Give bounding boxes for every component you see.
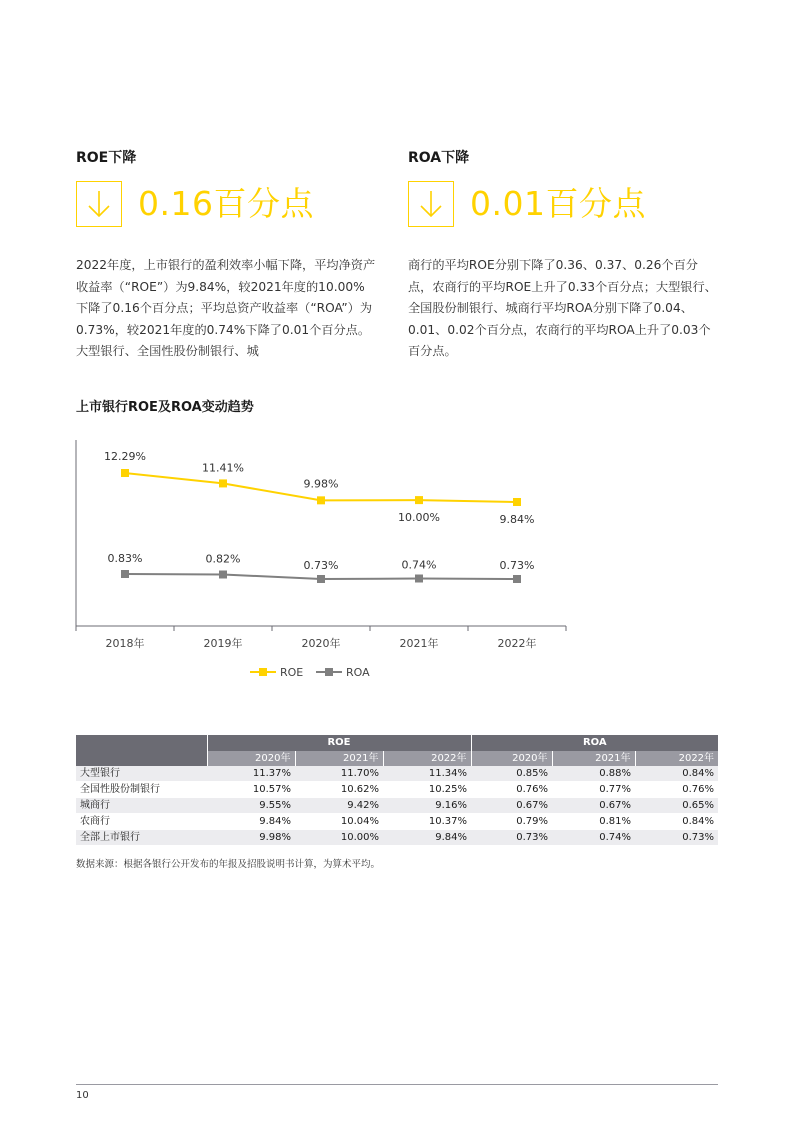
table-cell: 0.76% xyxy=(471,782,552,798)
data-label: 11.41% xyxy=(202,461,244,475)
table-cell: 10.25% xyxy=(383,782,471,798)
data-label: 0.73% xyxy=(499,559,535,572)
table-cell: 9.42% xyxy=(295,798,383,814)
table-cell: 9.55% xyxy=(207,798,295,814)
legend-label: ROE xyxy=(280,666,304,679)
footer-divider xyxy=(76,1084,718,1085)
data-label: 0.74% xyxy=(401,558,437,572)
table-cell: 0.65% xyxy=(635,798,718,814)
x-tick-label: 2022年 xyxy=(497,637,537,650)
table-year-header: 2021年 xyxy=(295,751,383,767)
data-point xyxy=(121,570,129,578)
table-cell: 0.74% xyxy=(552,830,635,846)
data-source-note: 数据来源：根据各银行公开发布的年报及招股说明书计算，为算术平均。 xyxy=(76,859,381,870)
roa-kpi-section xyxy=(408,148,717,363)
table-row xyxy=(76,782,718,798)
table-row-label: 农商行 xyxy=(76,814,207,830)
x-tick-label: 2019年 xyxy=(203,637,243,650)
down-arrow-icon xyxy=(408,181,454,227)
table-cell: 0.81% xyxy=(552,814,635,830)
table-row xyxy=(76,814,718,830)
table-cell: 0.79% xyxy=(471,814,552,830)
table-cell: 0.76% xyxy=(635,782,718,798)
data-point xyxy=(219,571,227,579)
legend-marker-roa xyxy=(325,668,333,676)
table-row xyxy=(76,830,718,846)
roe-roa-table xyxy=(76,735,718,846)
x-tick-label: 2018年 xyxy=(105,637,145,650)
chart-title: 上市银行ROE及ROA变动趋势 xyxy=(76,400,254,415)
roe-roa-line-chart xyxy=(60,430,580,690)
data-point xyxy=(415,496,423,504)
data-point xyxy=(513,498,521,506)
table-cell: 9.16% xyxy=(383,798,471,814)
table-cell: 0.88% xyxy=(552,766,635,782)
table-cell: 10.37% xyxy=(383,814,471,830)
data-point xyxy=(121,469,129,477)
legend-marker-roe xyxy=(259,668,267,676)
data-label: 10.00% xyxy=(398,511,440,525)
table-cell: 0.67% xyxy=(471,798,552,814)
roe-kpi-text: 2022年度，上市银行的盈利效率小幅下降，平均净资产收益率（“ROE”）为9.84%，较2021年度的10.00%下降了0.16个百分点；平均总资产收益率（“ROA”）为0.73%，较2021年度的0.74%下降了0.01个百分点。大型银行、全国性股份制银行、城 xyxy=(76,258,376,358)
table-cell: 0.84% xyxy=(635,766,718,782)
table-cell: 0.73% xyxy=(635,830,718,846)
table-cell: 0.85% xyxy=(471,766,552,782)
roe-kpi-title: ROE下降 xyxy=(76,150,137,166)
roe-kpi-value: 0.16百分点 xyxy=(138,184,314,223)
roe-kpi-row xyxy=(76,181,376,227)
table-row-label: 大型银行 xyxy=(76,766,207,782)
table-cell: 0.73% xyxy=(471,830,552,846)
roa-kpi-value: 0.01百分点 xyxy=(470,184,646,223)
data-point xyxy=(415,575,423,583)
legend-label: ROA xyxy=(346,666,370,679)
table-year-header: 2020年 xyxy=(207,751,295,767)
roa-kpi-title: ROA下降 xyxy=(408,150,470,166)
table-cell: 11.34% xyxy=(383,766,471,782)
table-cell: 11.70% xyxy=(295,766,383,782)
table-row xyxy=(76,798,718,814)
roa-kpi-row xyxy=(408,181,708,227)
data-label: 0.83% xyxy=(107,552,143,565)
roe-kpi-section xyxy=(76,148,376,363)
table-year-header: 2020年 xyxy=(471,751,552,767)
data-label: 9.84% xyxy=(499,513,535,526)
table-roa-header: ROA xyxy=(471,735,718,751)
x-tick-label: 2020年 xyxy=(301,637,341,650)
table-cell: 10.00% xyxy=(295,830,383,846)
table-group-header-row xyxy=(76,735,718,751)
table-cell: 0.84% xyxy=(635,814,718,830)
table-year-header: 2022年 xyxy=(635,751,718,767)
table-cell: 10.62% xyxy=(295,782,383,798)
table-cell: 0.67% xyxy=(552,798,635,814)
data-label: 0.82% xyxy=(205,552,241,566)
table-row-label: 全部上市银行 xyxy=(76,830,207,846)
data-label: 9.98% xyxy=(303,477,339,491)
table-cell: 9.98% xyxy=(207,830,295,846)
table-year-header-row xyxy=(76,751,718,767)
data-point xyxy=(513,575,521,583)
data-point xyxy=(317,496,325,504)
data-point xyxy=(219,479,227,487)
table-year-header: 2022年 xyxy=(383,751,471,767)
table-cell: 0.77% xyxy=(552,782,635,798)
table-corner-cell xyxy=(76,735,207,751)
table-cell: 11.37% xyxy=(207,766,295,782)
table-row xyxy=(76,766,718,782)
table-cell: 10.04% xyxy=(295,814,383,830)
page-number: 10 xyxy=(76,1090,89,1101)
table-year-header: 2021年 xyxy=(552,751,635,767)
data-point xyxy=(317,575,325,583)
x-tick-label: 2021年 xyxy=(399,637,439,650)
table-row-label: 全国性股份制银行 xyxy=(76,782,207,798)
table-cell: 10.57% xyxy=(207,782,295,798)
data-label: 0.73% xyxy=(303,559,339,572)
table-row-label: 城商行 xyxy=(76,798,207,814)
down-arrow-icon xyxy=(76,181,122,227)
table-corner-cell xyxy=(76,751,207,767)
table-cell: 9.84% xyxy=(207,814,295,830)
roa-kpi-text: 商行的平均ROE分别下降了0.36、0.37、0.26个百分点，农商行的平均ROE上升了0.33个百分点；大型银行、全国股份制银行、城商行平均ROA分别下降了0.04、0.01、0.02个百分点，农商行的平均ROA上升了0.03个百分点。 xyxy=(408,258,717,358)
data-label: 12.29% xyxy=(104,450,146,463)
table-cell: 9.84% xyxy=(383,830,471,846)
table-roe-header: ROE xyxy=(207,735,471,751)
